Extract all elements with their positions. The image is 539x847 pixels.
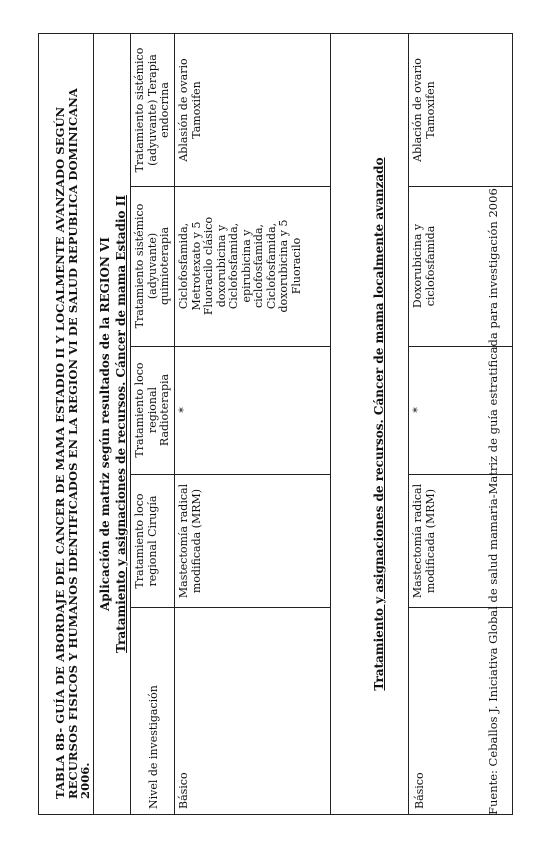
divider — [130, 346, 330, 347]
advanced-radiotherapy: * — [411, 407, 424, 413]
divider — [93, 33, 94, 815]
stage2-radiotherapy: * — [177, 407, 190, 413]
advanced-endocrine: Ablación de ovario Tamoxifen — [411, 58, 437, 162]
header-radiotherapy: Tratamiento loco regional Radioterapia — [133, 362, 171, 458]
stage2-level: Básico — [177, 772, 190, 809]
divider — [174, 33, 175, 815]
header-level: Nivel de investigación — [147, 685, 160, 809]
rotated-table-page — [38, 33, 513, 815]
section-stage2-heading: Tratamiento y asignaciones de recursos. Cáncer de mama Estadio II — [114, 195, 128, 653]
header-surgery: Tratamiento loco regional Cirugía — [133, 493, 159, 589]
advanced-surgery: Mastectomía radical modificada (MRM) — [411, 483, 437, 599]
stage2-surgery: Mastectomía radical modificada (MRM) — [177, 483, 203, 599]
divider — [130, 474, 330, 475]
divider — [130, 607, 330, 608]
stage2-chemotherapy: Ciclofosfamida, Metrotexato y 5 Fluoracilo clásico doxorubicina y Ciclofosfamida, epirubicina y ciclofosfamida, Ciclofosfamida, doxorubicina y 5 Fluoracilo — [177, 216, 303, 316]
stage2-endocrine: Ablasión de ovario Tamoxifen — [177, 58, 203, 162]
source-note: Fuente: Ceballos J. Iniciativa Global de salud mamaria-Matriz de guía estratificada para investigación 2006 — [486, 188, 500, 815]
divider — [330, 33, 331, 815]
divider — [130, 186, 330, 187]
section-advanced-heading: Tratamiento y asignaciones de recursos. Cáncer de mama localmente avanzado — [372, 157, 386, 691]
divider — [408, 33, 409, 815]
header-endocrine: Tratamiento sistémico (adyuvante) Terapia endocrina — [133, 47, 171, 173]
table-title: TABLA 8B- GUÍA DE ABORDAJE DEL CANCER DE MAMA ESTADIO II Y LOCALMENTE AVANZADO SEGÚN RECURSOS FISICOS Y HUMANOS IDENTIFICADOS EN LA REGION VI DE SALUD REPUBLICA DOMINICANA 2006. — [53, 88, 92, 799]
header-chemotherapy: Tratamiento sistémico (adyuvante) quimioterapia — [133, 203, 171, 329]
application-subtitle: Aplicación de matriz según resultados de la REGION VI — [98, 236, 112, 612]
advanced-chemotherapy: Doxorubicina y ciclofosfamida — [411, 223, 437, 309]
source-note-wrapper — [486, 33, 506, 815]
divider — [130, 33, 131, 815]
advanced-level: Básico — [413, 772, 426, 809]
